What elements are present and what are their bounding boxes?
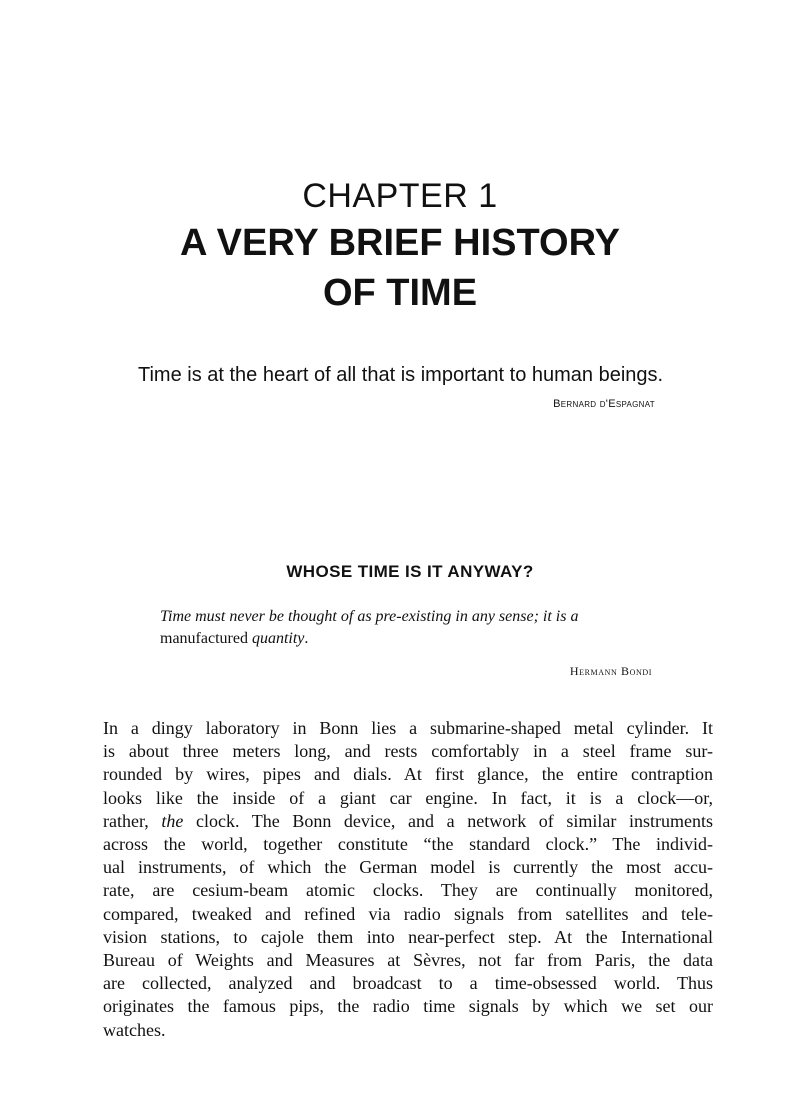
chapter-title: [0, 218, 800, 318]
body-line: rounded by wires, pipes and dials. At first glance, the entire contraption: [103, 764, 713, 785]
epigraph2-part2: manufactured: [160, 630, 248, 647]
body-line: rate, are cesium-beam atomic clocks. They are continually monitored,: [103, 880, 713, 901]
epigraph-attribution: Bernard d'Espagnat: [553, 398, 655, 410]
section-epigraph-attribution: Hermann Bondi: [569, 664, 652, 678]
chapter-label: CHAPTER 1: [302, 177, 498, 215]
body-line: is about three meters long, and rests comfortably in a steel frame sur-: [103, 741, 713, 762]
body-line: compared, tweaked and refined via radio signals from satellites and tele-: [103, 903, 713, 924]
chapter-title-line-2: OF TIME: [322, 272, 478, 314]
body-line: Bureau of Weights and Measures at Sèvres, not far from Paris, the data: [103, 950, 713, 971]
body-line: [103, 810, 713, 833]
body-line: originates the famous pips, the radio time signals by which we set our: [103, 996, 713, 1017]
body-line: watches.: [103, 1019, 166, 1040]
body-line-part: rather,: [103, 810, 149, 831]
epigraph2-part3: quantity: [251, 630, 305, 647]
body-line-part: clock. The Bonn device, and a network of similar instruments: [195, 810, 713, 831]
body-line: vision stations, to cajole them into near-perfect step. At the International: [103, 926, 713, 947]
body-line: across the world, together constitute “the standard clock.” The individ-: [103, 834, 713, 855]
body-paragraph: [103, 717, 713, 1042]
epigraph2-part1: Time must never be thought of as pre-existing in any sense; it is a: [160, 608, 579, 625]
section-heading: WHOSE TIME IS IT ANYWAY?: [286, 562, 534, 581]
epigraph-quote: Time is at the heart of all that is important to human beings.: [138, 364, 664, 386]
body-line: ual instruments, of which the German model is currently the most accu-: [103, 857, 713, 878]
body-line: looks like the inside of a giant car engine. In fact, it is a clock—or,: [103, 787, 713, 808]
epigraph2-part4: .: [304, 630, 309, 647]
chapter-title-line-1: A VERY BRIEF HISTORY: [180, 222, 620, 264]
body-line: are collected, analyzed and broadcast to a time-obsessed world. Thus: [103, 973, 713, 994]
body-emphasis: the: [161, 810, 184, 831]
body-line: In a dingy laboratory in Bonn lies a submarine-shaped metal cylinder. It: [103, 718, 713, 738]
section-epigraph-quote: [160, 606, 680, 650]
